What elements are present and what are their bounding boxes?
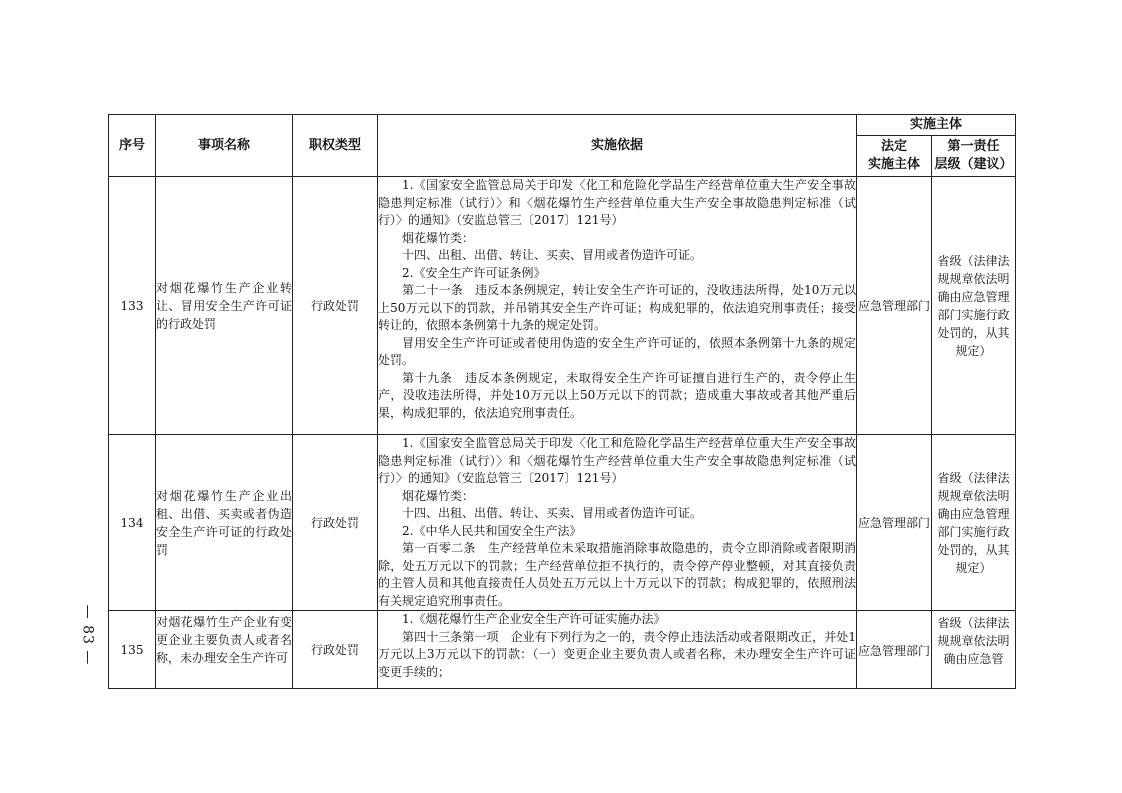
page-number <box>72 590 102 680</box>
row-power-type: 行政处罚 <box>293 177 378 435</box>
row-first-responsibility: 省级（法律法规规章依法明确由应急管理部门实施行政处罚的，从其规定） <box>932 177 1016 435</box>
table-row <box>109 177 1016 435</box>
header-item-name: 事项名称 <box>156 115 293 177</box>
row-legal-subject: 应急管理部门 <box>857 435 932 611</box>
header-seq: 序号 <box>109 115 156 177</box>
header-subject-group: 实施主体 <box>857 115 1016 136</box>
basis-paragraph: 第二十一条 违反本条例规定，转让安全生产许可证的，没收违法所得，处10万元以上50万元以下的罚款，并吊销其安全生产许可证；构成犯罪的，依法追究刑事责任；接受转让的，依照本条例第十九条的规定处罚。 <box>378 283 856 332</box>
page-number-text: — 83 — <box>79 604 95 666</box>
basis-paragraph: 1.《烟花爆竹生产企业安全生产许可证实施办法》 <box>402 612 666 626</box>
table-row <box>109 611 1016 689</box>
basis-paragraph: 2.《安全生产许可证条例》 <box>402 265 546 280</box>
row-seq: 135 <box>109 611 156 689</box>
row-seq: 134 <box>109 435 156 611</box>
basis-paragraph: 第一百零二条 生产经营单位未采取措施消除事故隐患的，责令立即消除或者限期消除，处五万元以下的罚款；生产经营单位拒不执行的，责令停产停业整顿，对其直接负责的主管人员和其他直接责任人员处五万元以上十万元以下的罚款；构成犯罪的，依照刑法有关规定追究刑事责任。 <box>378 541 856 608</box>
row-seq: 133 <box>109 177 156 435</box>
header-power-type: 职权类型 <box>293 115 378 177</box>
basis-paragraph: 冒用安全生产许可证或者使用伪造的安全生产许可证的，依照本条例第十九条的规定处罚。 <box>378 335 856 367</box>
row-first-responsibility: 省级（法律法规规章依法明确由应急管理部门实施行政处罚的，从其规定） <box>932 435 1016 611</box>
row-item-name: 对烟花爆竹生产企业出租、出借、买卖或者伪造安全生产许可证的行政处罚 <box>156 435 293 611</box>
basis-paragraph: 十四、出租、出借、转让、买卖、冒用或者伪造许可证。 <box>402 506 703 520</box>
basis-paragraph: 2.《中华人民共和国安全生产法》 <box>402 523 582 538</box>
row-basis <box>378 611 857 689</box>
basis-paragraph: 十四、出租、出借、转让、买卖、冒用或者伪造许可证。 <box>402 248 703 262</box>
table-row <box>109 435 1016 611</box>
row-basis <box>378 435 857 611</box>
header-legal-subject-line2: 实施主体 <box>867 157 920 172</box>
row-basis <box>378 177 857 435</box>
basis-paragraph: 1.《国家安全监管总局关于印发〈化工和危险化学品生产经营单位重大生产安全事故隐患判定标准（试行）〉和〈烟花爆竹生产经营单位重大生产安全事故隐患判定标准（试行）〉的通知》（安监总管三〔2017〕121号） <box>378 436 856 485</box>
basis-paragraph: 烟花爆竹类： <box>402 488 475 503</box>
header-first-responsibility-line1: 第一责任 <box>947 139 1000 154</box>
header-first-responsibility <box>932 136 1016 177</box>
row-power-type: 行政处罚 <box>293 435 378 611</box>
basis-paragraph: 第四十三条第一项 企业有下列行为之一的，责令停止违法活动或者限期改正，并处1万元以上3万元以下的罚款：（一）变更企业主要负责人或者名称，未办理安全生产许可证变更手续的； <box>378 629 856 679</box>
header-basis: 实施依据 <box>378 115 857 177</box>
row-power-type: 行政处罚 <box>293 611 378 689</box>
header-first-responsibility-line2: 层级（建议） <box>934 157 1013 172</box>
row-item-name: 对烟花爆竹生产企业转让、冒用安全生产许可证的行政处罚 <box>156 177 293 435</box>
row-legal-subject: 应急管理部门 <box>857 177 932 435</box>
row-item-name: 对烟花爆竹生产企业有变更企业主要负责人或者名称，未办理安全生产许可 <box>156 611 293 689</box>
basis-paragraph: 第十九条 违反本条例规定，未取得安全生产许可证擅自进行生产的，责令停止生产，没收违法所得，并处10万元以上50万元以下的罚款；造成重大事故或者其他严重后果，构成犯罪的，依法追究刑事责任。 <box>378 370 856 420</box>
header-legal-subject <box>857 136 932 177</box>
row-legal-subject: 应急管理部门 <box>857 611 932 689</box>
header-legal-subject-line1: 法定 <box>880 139 907 154</box>
basis-paragraph: 1.《国家安全监管总局关于印发〈化工和危险化学品生产经营单位重大生产安全事故隐患判定标准（试行）〉和〈烟花爆竹生产经营单位重大生产安全事故隐患判定标准（试行）〉的通知》（安监总管三〔2017〕121号） <box>378 178 856 227</box>
row-first-responsibility: 省级（法律法规规章依法明确由应急管 <box>932 611 1016 689</box>
authority-table <box>108 114 1016 689</box>
basis-paragraph: 烟花爆竹类： <box>402 230 475 245</box>
